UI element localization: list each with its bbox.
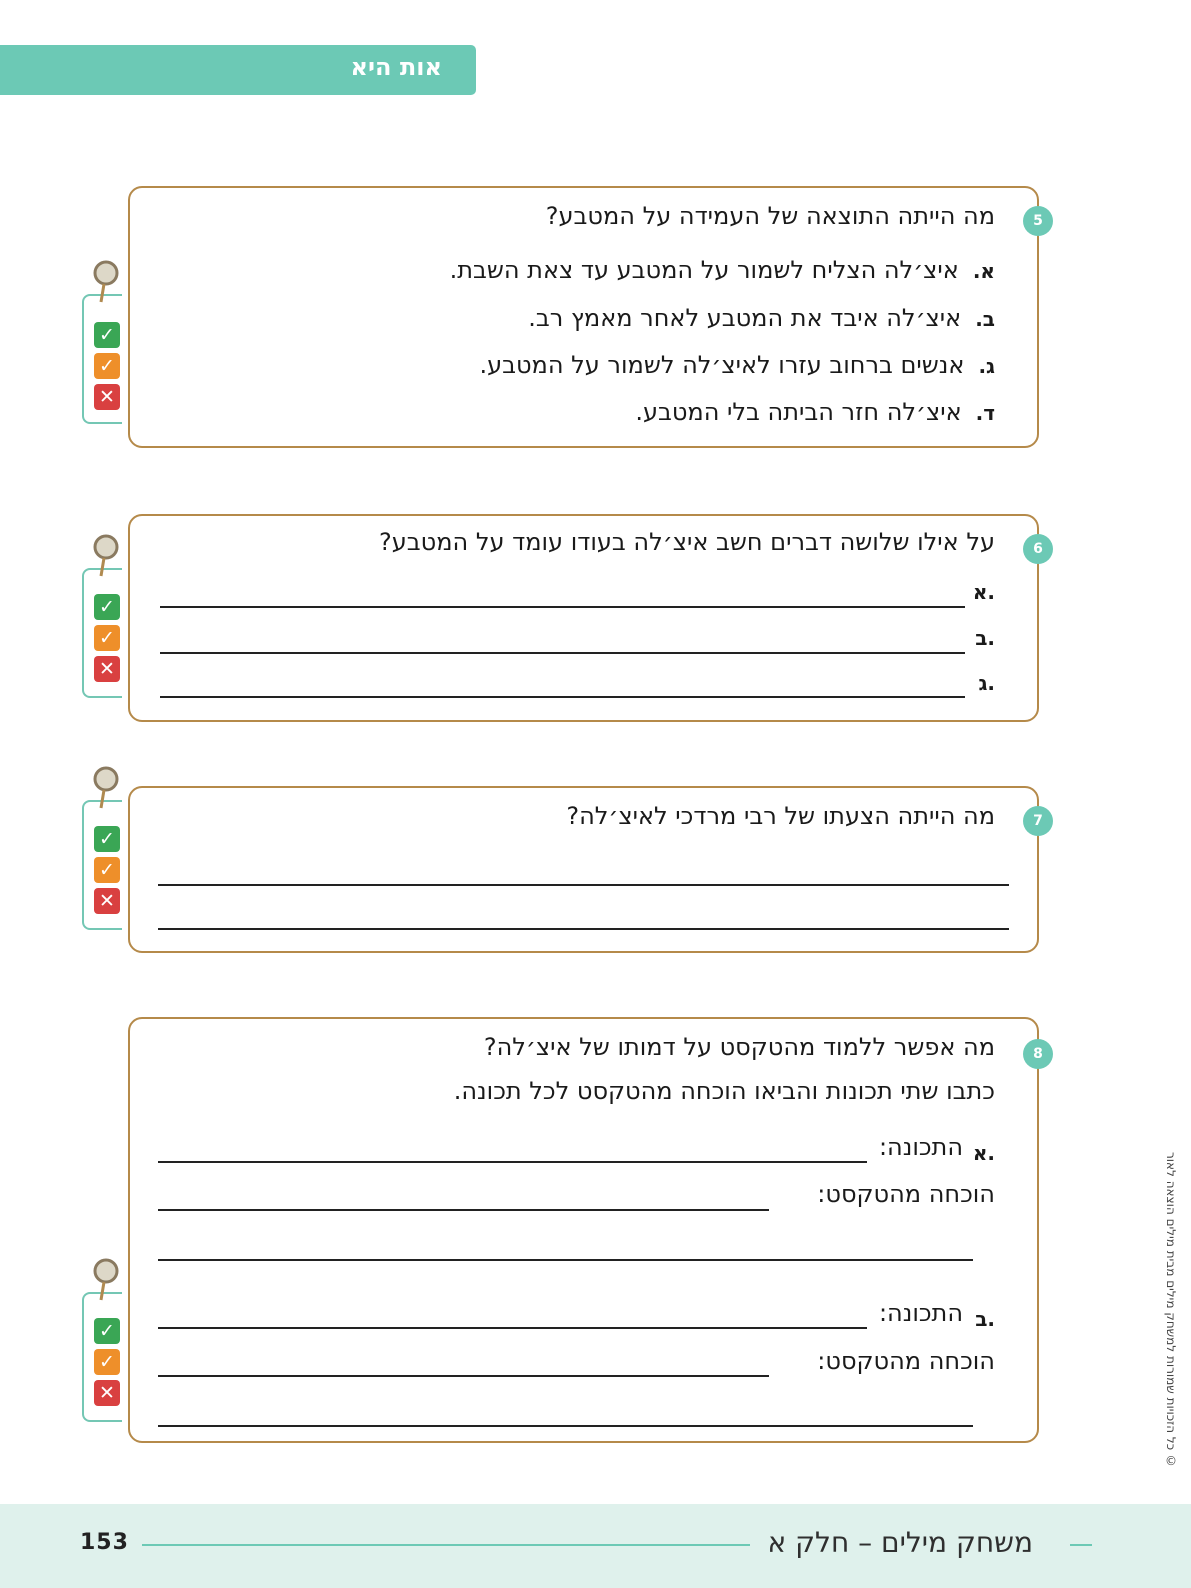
question-8-instruction: כתבו שתי תכונות והביאו הוכחה מהטקסט לכל תכונה.: [453, 1077, 995, 1105]
magnifier-icon: [90, 1258, 122, 1304]
footer-rule: [1070, 1544, 1092, 1546]
answer-letter: א.: [972, 1141, 995, 1165]
question-7-box: [128, 786, 1043, 953]
answer-letter: ג.: [978, 671, 995, 695]
section-title: אות היא: [350, 53, 442, 81]
partial-check-icon[interactable]: ✓: [94, 353, 120, 379]
option-letter: ד.: [975, 401, 995, 425]
answer-line[interactable]: [160, 696, 965, 698]
book-title: משחק מילים – חלק א: [767, 1526, 1033, 1559]
cross-icon[interactable]: ✕: [94, 656, 120, 682]
assessment-icons-q6: [82, 534, 132, 704]
question-5-box: [128, 186, 1043, 448]
partial-check-icon[interactable]: ✓: [94, 625, 120, 651]
trait-label: התכונה:: [878, 1299, 963, 1327]
proof-answer-line[interactable]: [158, 1425, 973, 1427]
trait-label: התכונה:: [878, 1133, 963, 1161]
option-c[interactable]: [479, 351, 995, 379]
answer-letter: ב.: [975, 626, 995, 650]
answer-line[interactable]: [158, 884, 1009, 886]
question-6-text: על אילו שלושה דברים חשב איצ׳לה בעודו עומד על המטבע?: [379, 528, 995, 556]
question-8-box: [128, 1017, 1043, 1443]
proof-answer-line[interactable]: [158, 1375, 769, 1377]
trait-answer-line[interactable]: [158, 1327, 867, 1329]
check-icon[interactable]: ✓: [94, 322, 120, 348]
magnifier-icon: [90, 766, 122, 812]
magnifier-icon: [90, 260, 122, 306]
proof-label: הוכחה מהטקסט:: [817, 1347, 995, 1375]
option-text: איצ׳לה חזר הביתה בלי המטבע.: [635, 398, 962, 426]
partial-check-icon[interactable]: ✓: [94, 1349, 120, 1375]
option-text: איצ׳לה איבד את המטבע לאחר מאמץ רב.: [528, 304, 962, 332]
check-icon[interactable]: ✓: [94, 594, 120, 620]
question-6-box: [128, 514, 1043, 722]
answer-letter: ב.: [975, 1307, 995, 1331]
assessment-icons-q5: [82, 260, 132, 430]
question-7-text: מה הייתה הצעתו של רבי מרדכי לאיצ׳לה?: [566, 802, 995, 830]
copyright-notice: © כל הזכויות שמורות למשחק מילים מבית מילים הוצאה לאור: [1164, 1152, 1178, 1468]
option-letter: ב.: [975, 307, 995, 331]
option-d[interactable]: [635, 398, 995, 426]
option-b[interactable]: [528, 304, 995, 332]
assessment-icons-q7: [82, 766, 132, 936]
cross-icon[interactable]: ✕: [94, 888, 120, 914]
question-number-5: 5: [1023, 206, 1053, 236]
partial-check-icon[interactable]: ✓: [94, 857, 120, 883]
answer-letter: א.: [972, 580, 995, 604]
question-number-7: 7: [1023, 806, 1053, 836]
option-letter: א.: [972, 259, 995, 283]
proof-answer-line[interactable]: [158, 1209, 769, 1211]
option-text: אנשים ברחוב עזרו לאיצ׳לה לשמור על המטבע.: [479, 351, 965, 379]
assessment-icons-q8: [82, 1258, 132, 1428]
question-number-8: 8: [1023, 1039, 1053, 1069]
option-text: איצ׳לה הצליח לשמור על המטבע עד צאת השבת.: [449, 256, 959, 284]
question-number-6: 6: [1023, 534, 1053, 564]
page-footer: [0, 1504, 1191, 1588]
footer-rule: [142, 1544, 750, 1546]
page-number: 153: [80, 1530, 129, 1555]
option-letter: ג.: [978, 354, 995, 378]
section-header-tab: [0, 45, 476, 95]
cross-icon[interactable]: ✕: [94, 1380, 120, 1406]
answer-line[interactable]: [160, 652, 965, 654]
proof-label: הוכחה מהטקסט:: [817, 1180, 995, 1208]
magnifier-icon: [90, 534, 122, 580]
check-icon[interactable]: ✓: [94, 826, 120, 852]
answer-line[interactable]: [160, 606, 965, 608]
cross-icon[interactable]: ✕: [94, 384, 120, 410]
question-5-text: מה הייתה התוצאה של העמידה על המטבע?: [545, 202, 995, 230]
check-icon[interactable]: ✓: [94, 1318, 120, 1344]
question-8-text: מה אפשר ללמוד מהטקסט על דמותו של איצ׳לה?: [483, 1033, 995, 1061]
answer-line[interactable]: [158, 928, 1009, 930]
trait-answer-line[interactable]: [158, 1161, 867, 1163]
proof-answer-line[interactable]: [158, 1259, 973, 1261]
option-a[interactable]: [450, 256, 995, 284]
